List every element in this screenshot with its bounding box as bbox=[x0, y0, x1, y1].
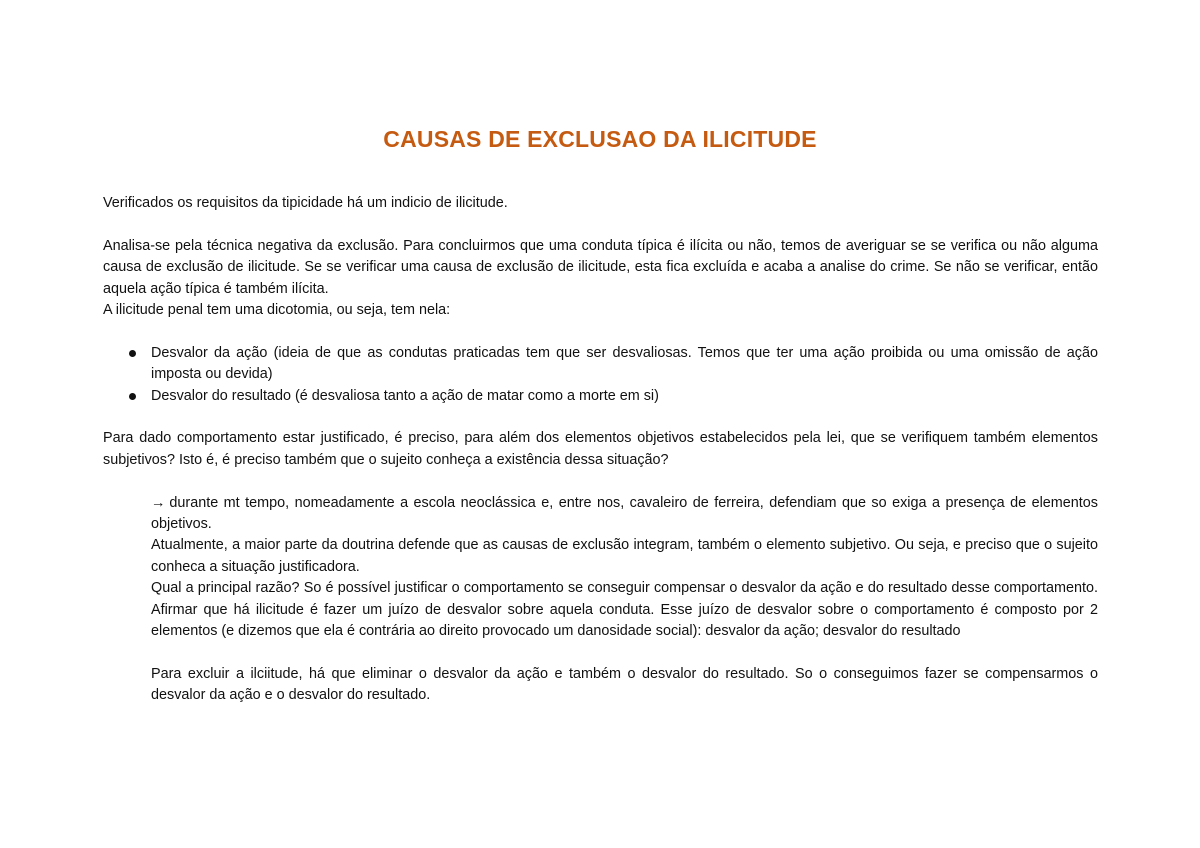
justification-paragraph: Para dado comportamento estar justificado, é preciso, para além dos elementos objetivos estabelecidos pela lei, que se verifiquem também elementos subjetivos? Isto é, é preciso também que o sujeito conheça a existência dessa situação? bbox=[103, 430, 1098, 468]
bullet-text: Desvalor do resultado (é desvaliosa tanto a ação de matar como a morte em si) bbox=[151, 387, 659, 404]
spacer bbox=[103, 471, 1098, 492]
arrow-paragraph-text: durante mt tempo, nomeadamente a escola neoclássica e, entre nos, cavaleiro de ferreira, defendiam que so exiga a presença de elementos objetivos. bbox=[151, 494, 1098, 533]
list-item bbox=[103, 343, 1098, 386]
list-item bbox=[103, 386, 1098, 407]
bullet-icon bbox=[129, 350, 136, 357]
arrow-right-icon: → bbox=[151, 494, 166, 511]
spacer bbox=[103, 407, 1098, 428]
spacer bbox=[103, 321, 1098, 342]
spacer bbox=[151, 642, 1098, 663]
analysis-paragraph: Analisa-se pela técnica negativa da exclusão. Para concluirmos que uma conduta típica é ilícita ou não, temos de averiguar se se verifica ou não alguma causa de exclusão de ilicitude. Se se verificar uma causa de exclusão de ilicitude, esta fica excluída e acaba a analise do crime. Se não se verificar, então aquela ação típica é também ilícita. bbox=[103, 237, 1098, 297]
main-reason-paragraph: Qual a principal razão? So é possível justificar o comportamento se conseguir compensar o desvalor da ação e do resultado desse comportamento. Afirmar que há ilicitude é fazer um juízo de desvalor sobre aquela conduta. Esse juízo de desvalor sobre o comportamento é composto por 2 elementos (e dizemos que ela é contrária ao direito provocado um danosidade social): desvalor da ação; desvalor do resultado bbox=[151, 580, 1098, 640]
bullet-text: Desvalor da ação (ideia de que as condutas praticadas tem que ser desvaliosas. Temos que ter uma ação proibida ou uma omissão de ação imposta ou devida) bbox=[151, 344, 1098, 383]
indented-section bbox=[103, 493, 1098, 707]
document-body bbox=[103, 193, 1098, 707]
spacer bbox=[103, 214, 1098, 235]
bullet-icon bbox=[129, 393, 136, 400]
arrow-paragraph bbox=[151, 493, 1098, 536]
document-title: CAUSAS DE EXCLUSAO DA ILICITUDE bbox=[383, 126, 817, 152]
exclude-paragraph: Para excluir a ilciitude, há que eliminar o desvalor da ação e também o desvalor do resultado. So o conseguimos fazer se compensarmos o desvalor da ação e o desvalor do resultado. bbox=[151, 665, 1098, 704]
dichotomy-paragraph: A ilicitude penal tem uma dicotomia, ou seja, tem nela: bbox=[103, 302, 451, 319]
bullet-list bbox=[103, 343, 1098, 407]
intro-paragraph: Verificados os requisitos da tipicidade há um indicio de ilicitude. bbox=[103, 195, 508, 211]
currently-paragraph: Atualmente, a maior parte da doutrina defende que as causas de exclusão integram, também o elemento subjetivo. Ou seja, e preciso que o sujeito conheca a situação justificadora. bbox=[151, 537, 1098, 575]
